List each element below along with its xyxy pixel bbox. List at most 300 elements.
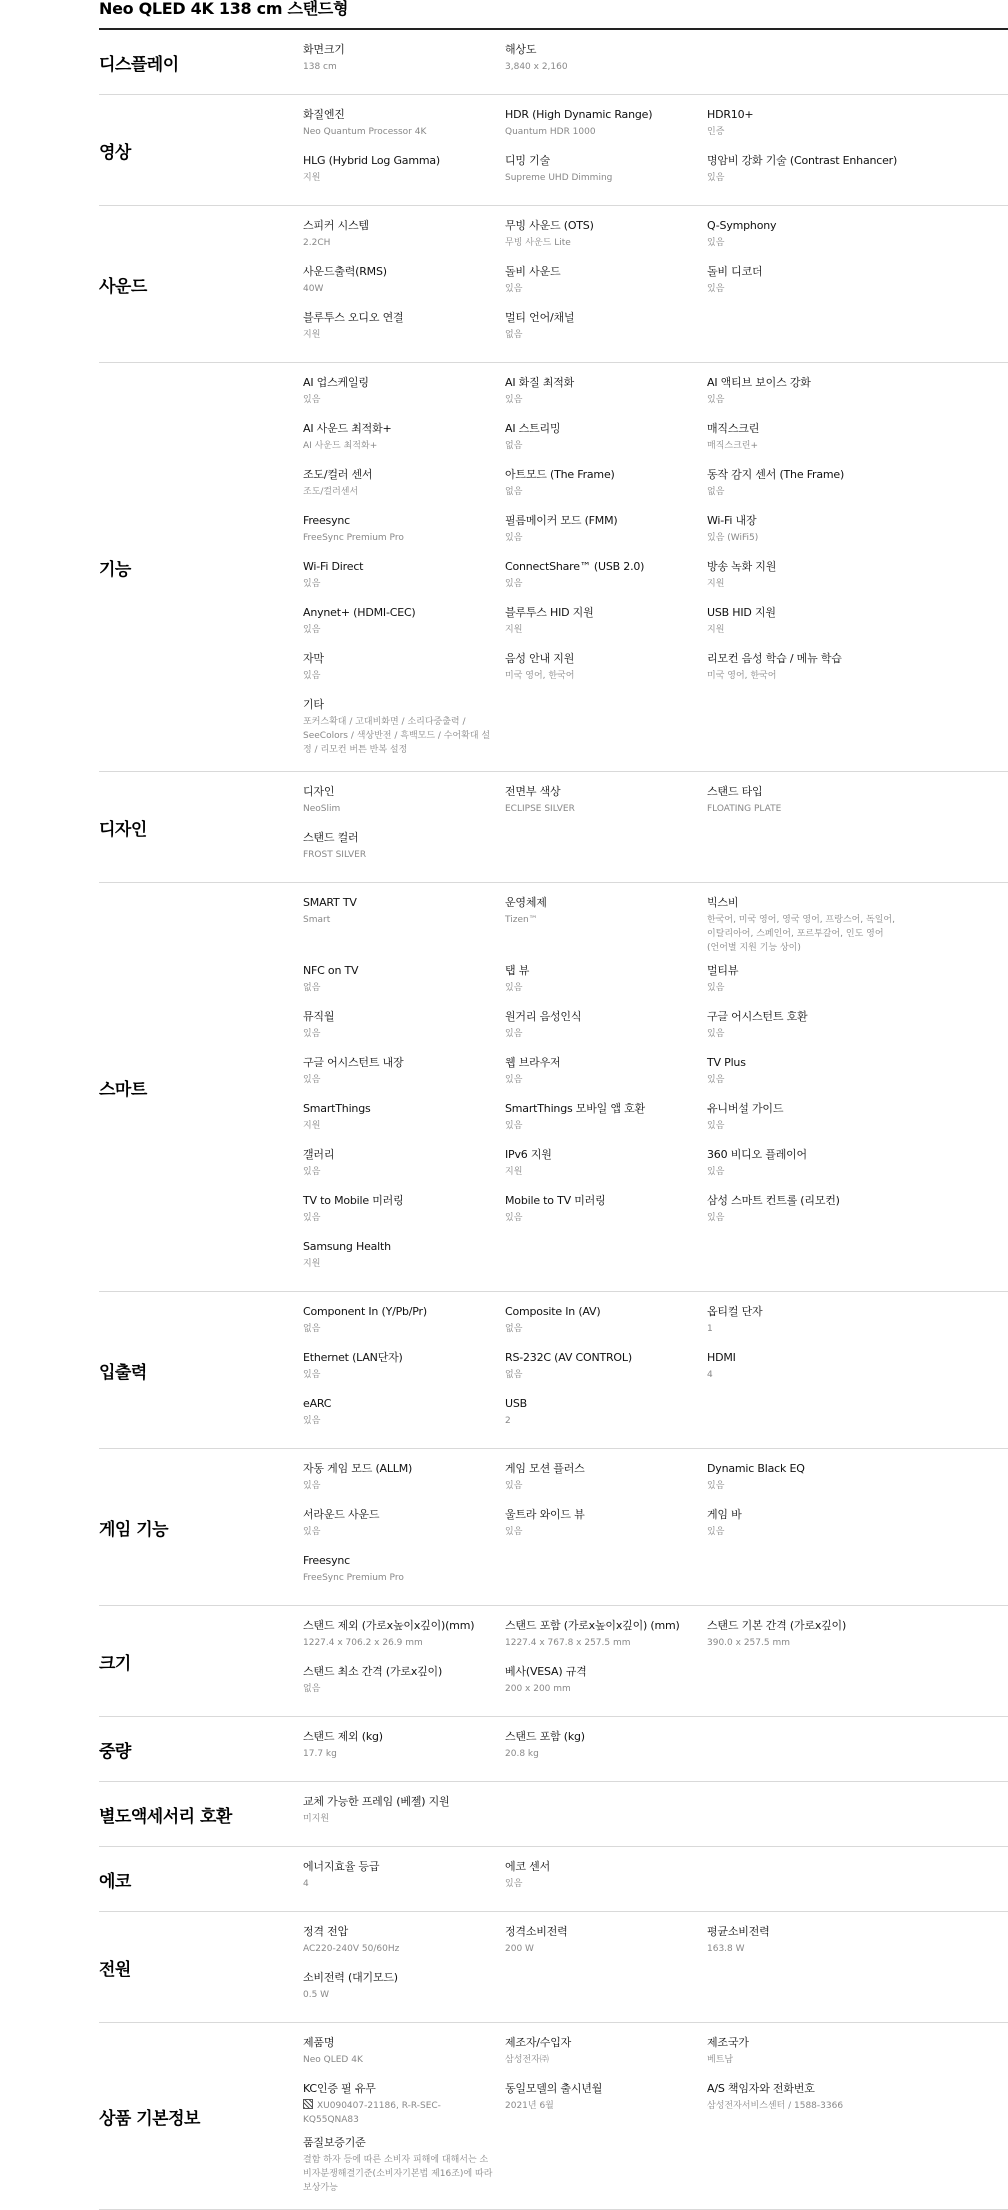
spec-item	[303, 1193, 505, 1239]
spec-item	[303, 1396, 505, 1442]
spec-label: 디밍 기술	[505, 154, 551, 167]
spec-item	[707, 1147, 909, 1193]
spec-value: 무빙 사운드 Lite	[505, 238, 571, 248]
spec-item	[303, 153, 505, 199]
spec-label: 품질보증기준	[303, 2136, 366, 2149]
spec-label: Wi-Fi Direct	[303, 560, 364, 573]
spec-value: 없음	[303, 1684, 321, 1694]
spec-label: NFC on TV	[303, 964, 359, 977]
spec-value: AC220-240V 50/60Hz	[303, 1944, 400, 1954]
spec-sections	[99, 30, 1008, 2210]
spec-item	[303, 1664, 505, 1710]
spec-value: 베트남	[707, 2055, 734, 2065]
spec-value: 미국 영어, 한국어	[707, 671, 777, 681]
spec-value: 있음	[707, 1029, 725, 1039]
section-title: 전원	[99, 1959, 131, 1980]
spec-item	[505, 1147, 707, 1193]
section-title: 상품 기본정보	[99, 2108, 200, 2129]
spec-label: 무빙 사운드 (OTS)	[505, 219, 594, 232]
section-title: 디스플레이	[99, 54, 179, 75]
section-title: 디자인	[99, 819, 147, 840]
spec-item	[303, 1859, 505, 1905]
spec-label: 소비전력 (대기모드)	[303, 1971, 398, 1984]
spec-label: 자막	[303, 652, 324, 665]
spec-value: 있음	[707, 395, 725, 405]
spec-label: 스탠드 타입	[707, 785, 763, 798]
spec-value: 있음	[707, 238, 725, 248]
spec-value: FreeSync Premium Pro	[303, 533, 404, 543]
spec-value: 있음	[707, 173, 725, 183]
section-title: 영상	[99, 142, 131, 163]
spec-label: 돌비 사운드	[505, 265, 561, 278]
spec-value: 삼성전자서비스센터 / 1588-3366	[707, 2101, 844, 2111]
spec-value: Neo Quantum Processor 4K	[303, 127, 427, 137]
spec-item	[303, 1507, 505, 1553]
spec-item	[505, 1859, 707, 1905]
spec-label: 매직스크린	[707, 422, 760, 435]
spec-value: 있음	[303, 625, 321, 635]
spec-label: 스탠드 포함 (kg)	[505, 1730, 585, 1743]
spec-value: 있음	[707, 1527, 725, 1537]
spec-value: 지원	[707, 579, 725, 589]
spec-label: 아트모드 (The Frame)	[505, 468, 615, 481]
spec-label: 옵티컬 단자	[707, 1305, 763, 1318]
spec-label: SmartThings 모바일 앱 호환	[505, 1102, 645, 1115]
spec-label: eARC	[303, 1397, 332, 1410]
spec-value: 2021년 6월	[505, 2101, 554, 2111]
spec-item	[707, 651, 909, 697]
spec-label: 뮤직월	[303, 1010, 335, 1023]
spec-label: 블루투스 오디오 연결	[303, 311, 404, 324]
spec-value: 있음	[303, 671, 321, 681]
spec-value: 있음	[303, 1481, 321, 1491]
spec-label: KC인증 필 유무	[303, 2082, 376, 2095]
spec-label: 에너지효율 등급	[303, 1860, 380, 1873]
spec-value: 있음	[505, 1029, 523, 1039]
spec-item	[303, 107, 505, 153]
spec-value: 20.8 kg	[505, 1749, 539, 1759]
spec-item	[505, 2035, 707, 2081]
spec-label: 운영체제	[505, 896, 547, 909]
spec-label: USB HID 지원	[707, 606, 776, 619]
spec-item	[505, 651, 707, 697]
spec-label: 구글 어시스턴트 내장	[303, 1056, 404, 1069]
spec-value: 있음	[505, 1527, 523, 1537]
spec-item	[303, 467, 505, 513]
spec-value: AI 사운드 최적화+	[303, 441, 378, 451]
spec-value: ECLIPSE SILVER	[505, 804, 575, 814]
section-title: 게임 기능	[99, 1519, 169, 1540]
section-items	[303, 2023, 1008, 2209]
spec-value: 매직스크린+	[707, 441, 759, 451]
spec-value: 1	[707, 1324, 713, 1334]
spec-label: Dynamic Black EQ	[707, 1462, 805, 1475]
spec-value: 있음	[505, 284, 523, 294]
spec-item	[707, 1350, 909, 1396]
spec-item	[303, 1618, 505, 1664]
spec-value: 미지원	[303, 1814, 330, 1824]
spec-item	[707, 1618, 909, 1664]
spec-item	[303, 1304, 505, 1350]
spec-value: 200 x 200 mm	[505, 1684, 571, 1694]
spec-item	[505, 264, 707, 310]
spec-item	[505, 1461, 707, 1507]
spec-label: 베사(VESA) 규격	[505, 1665, 587, 1678]
spec-label: 360 비디오 플레이어	[707, 1148, 807, 1161]
spec-label: IPv6 지원	[505, 1148, 552, 1161]
section-title: 별도액세서리 호환	[99, 1806, 232, 1827]
spec-value: 390.0 x 257.5 mm	[707, 1638, 790, 1648]
spec-value: 있음	[303, 395, 321, 405]
spec-label: 동일모델의 출시년월	[505, 2082, 603, 2095]
spec-item	[505, 1729, 707, 1775]
spec-item	[505, 1618, 707, 1664]
spec-value: 있음	[707, 983, 725, 993]
spec-value: Neo QLED 4K	[303, 2055, 363, 2065]
spec-item	[303, 651, 505, 697]
spec-item	[707, 2035, 909, 2081]
spec-item	[303, 2081, 505, 2135]
spec-label: 돌비 디코더	[707, 265, 763, 278]
section-items	[303, 1292, 1008, 1448]
spec-label: 교체 가능한 프레임 (베젤) 지원	[303, 1795, 450, 1808]
spec-value: 있음	[707, 1213, 725, 1223]
spec-section	[99, 30, 1008, 95]
spec-value: 있음	[303, 1527, 321, 1537]
page-title: Neo QLED 4K 138 cm 스탠드형	[99, 0, 1008, 30]
spec-item	[303, 1461, 505, 1507]
spec-label: AI 액티브 보이스 강화	[707, 376, 811, 389]
spec-label: HDR (High Dynamic Range)	[505, 108, 653, 121]
spec-value: 없음	[707, 487, 725, 497]
spec-item	[505, 784, 707, 830]
spec-value: 지원	[303, 1121, 321, 1131]
spec-section	[99, 1606, 1008, 1717]
spec-label: Wi-Fi 내장	[707, 514, 757, 527]
spec-item	[505, 1924, 707, 1970]
spec-label: SmartThings	[303, 1102, 371, 1115]
spec-label: HLG (Hybrid Log Gamma)	[303, 154, 441, 167]
section-title: 기능	[99, 559, 131, 580]
spec-item	[707, 895, 909, 963]
section-items	[303, 95, 1008, 205]
spec-item	[303, 264, 505, 310]
spec-value: 없음	[505, 441, 523, 451]
spec-item	[707, 784, 909, 830]
spec-item	[505, 1304, 707, 1350]
spec-label: 제조자/수입자	[505, 2036, 572, 2049]
spec-value: 있음	[505, 983, 523, 993]
spec-label: 삼성 스마트 컨트롤 (리모컨)	[707, 1194, 840, 1207]
spec-label: 게임 모션 플러스	[505, 1462, 585, 1475]
spec-label: 화질엔진	[303, 108, 345, 121]
spec-value: FROST SILVER	[303, 850, 367, 860]
spec-label: 스탠드 컬러	[303, 831, 359, 844]
spec-value	[303, 2099, 505, 2127]
spec-value: Smart	[303, 915, 331, 925]
spec-section	[99, 883, 1008, 1292]
spec-value: 있음	[505, 1481, 523, 1491]
spec-item	[505, 375, 707, 421]
spec-value: 0.5 W	[303, 1990, 330, 2000]
spec-label: 음성 안내 지원	[505, 652, 575, 665]
spec-label: Samsung Health	[303, 1240, 391, 1253]
spec-item	[505, 963, 707, 1009]
spec-item	[707, 1101, 909, 1147]
spec-item	[303, 1055, 505, 1101]
spec-value: 미국 영어, 한국어	[505, 671, 575, 681]
spec-value: 있음	[505, 395, 523, 405]
spec-item	[303, 375, 505, 421]
spec-value: 있음	[707, 1075, 725, 1085]
spec-value: 있음	[707, 1167, 725, 1177]
spec-item	[707, 467, 909, 513]
spec-item	[303, 1553, 505, 1599]
kc-mark-icon	[303, 2099, 313, 2109]
spec-label: Freesync	[303, 1554, 351, 1567]
spec-value: 있음	[707, 284, 725, 294]
spec-value: 있음	[303, 1075, 321, 1085]
spec-page	[99, 0, 1008, 2210]
spec-section	[99, 1292, 1008, 1449]
spec-value: 포커스확대 / 고대비화면 / 소리다중출력 / SeeColors / 색상반전 / 흑백모드 / 수어확대 설정 / 리모컨 버튼 반복 설정	[303, 717, 491, 755]
spec-section	[99, 772, 1008, 883]
spec-item	[303, 559, 505, 605]
spec-label: Freesync	[303, 514, 351, 527]
spec-value: 40W	[303, 284, 324, 294]
spec-label: 원거리 음성인식	[505, 1010, 582, 1023]
spec-item	[303, 830, 505, 876]
spec-label: 제품명	[303, 2036, 335, 2049]
spec-label: 디자인	[303, 785, 335, 798]
section-title: 입출력	[99, 1362, 147, 1383]
spec-item	[303, 784, 505, 830]
spec-item	[707, 1193, 909, 1239]
spec-label: Q-Symphony	[707, 219, 777, 232]
spec-label: 탭 뷰	[505, 964, 530, 977]
spec-label: 게임 바	[707, 1508, 742, 1521]
spec-label: A/S 책임자와 전화번호	[707, 2082, 815, 2095]
spec-label: AI 스트리밍	[505, 422, 561, 435]
spec-item	[505, 1009, 707, 1055]
spec-value: 1227.4 x 706.2 x 26.9 mm	[303, 1638, 423, 1648]
spec-label: 해상도	[505, 43, 537, 56]
spec-item	[707, 513, 909, 559]
spec-item	[505, 1350, 707, 1396]
spec-label: 멀티 언어/채널	[505, 311, 575, 324]
spec-item	[505, 218, 707, 264]
section-items	[303, 1717, 1008, 1781]
spec-item	[505, 42, 707, 88]
spec-item	[505, 107, 707, 153]
spec-section	[99, 2023, 1008, 2210]
spec-item	[303, 421, 505, 467]
spec-value: 17.7 kg	[303, 1749, 337, 1759]
spec-value: 없음	[303, 983, 321, 993]
spec-value: 지원	[505, 1167, 523, 1177]
spec-label: TV to Mobile 미러링	[303, 1194, 404, 1207]
section-items	[303, 1449, 1008, 1605]
spec-item	[505, 559, 707, 605]
spec-item	[303, 1239, 505, 1285]
spec-label: 스탠드 포함 (가로x높이x깊이) (mm)	[505, 1619, 680, 1632]
spec-item	[303, 1794, 505, 1840]
spec-value: 있음	[505, 533, 523, 543]
spec-value: NeoSlim	[303, 804, 341, 814]
spec-label: ConnectShare™ (USB 2.0)	[505, 560, 645, 573]
spec-item	[303, 218, 505, 264]
spec-label: Anynet+ (HDMI-CEC)	[303, 606, 416, 619]
spec-label: 방송 녹화 지원	[707, 560, 777, 573]
spec-value: 결함 하자 등에 따른 소비자 피해에 대해서는 소비자분쟁해결기준(소비자기본법 제16조)에 따라 보상가능	[303, 2155, 493, 2193]
spec-label: 스탠드 최소 간격 (가로x깊이)	[303, 1665, 443, 1678]
spec-label: 사운드출력(RMS)	[303, 265, 387, 278]
spec-value: Quantum HDR 1000	[505, 127, 596, 137]
spec-label: 자동 게임 모드 (ALLM)	[303, 1462, 413, 1475]
spec-value: 1227.4 x 767.8 x 257.5 mm	[505, 1638, 631, 1648]
spec-item	[707, 1304, 909, 1350]
spec-item	[707, 605, 909, 651]
spec-label: 동작 감지 센서 (The Frame)	[707, 468, 845, 481]
spec-label: SMART TV	[303, 896, 357, 909]
spec-label: 제조국가	[707, 2036, 749, 2049]
spec-label: 전면부 색상	[505, 785, 561, 798]
spec-item	[505, 1507, 707, 1553]
section-items	[303, 1606, 1008, 1716]
spec-value: 없음	[303, 1324, 321, 1334]
spec-label: USB	[505, 1397, 527, 1410]
spec-item	[505, 153, 707, 199]
spec-item	[505, 467, 707, 513]
spec-label: HDR10+	[707, 108, 754, 121]
section-items	[303, 883, 1008, 1291]
spec-label: 필름메이커 모드 (FMM)	[505, 514, 618, 527]
section-title: 중량	[99, 1741, 131, 1762]
spec-item	[707, 1009, 909, 1055]
spec-value: 2	[505, 1416, 511, 1426]
spec-item	[707, 1507, 909, 1553]
spec-item	[303, 697, 505, 765]
spec-value: 4	[707, 1370, 713, 1380]
spec-label: AI 업스케일링	[303, 376, 369, 389]
spec-item	[707, 153, 909, 199]
spec-item	[303, 1970, 505, 2016]
spec-item	[505, 1193, 707, 1239]
section-items	[303, 206, 1008, 362]
spec-item	[707, 963, 909, 1009]
spec-value: 있음	[505, 1213, 523, 1223]
spec-value: 인증	[707, 127, 725, 137]
spec-label: 구글 어시스턴트 호환	[707, 1010, 808, 1023]
spec-label: HDMI	[707, 1351, 736, 1364]
spec-value: 있음	[505, 1121, 523, 1131]
spec-section	[99, 1782, 1008, 1847]
section-items	[303, 363, 1008, 771]
spec-value: 지원	[303, 330, 321, 340]
spec-item	[303, 1350, 505, 1396]
spec-value: Supreme UHD Dimming	[505, 173, 613, 183]
spec-value: 있음	[505, 1075, 523, 1085]
spec-item	[707, 1055, 909, 1101]
spec-value: 138 cm	[303, 62, 337, 72]
section-title: 사운드	[99, 276, 147, 297]
spec-value: 2.2CH	[303, 238, 331, 248]
spec-value: 있음	[707, 1481, 725, 1491]
spec-label: AI 사운드 최적화+	[303, 422, 392, 435]
spec-value: FLOATING PLATE	[707, 804, 782, 814]
spec-value: 없음	[505, 1370, 523, 1380]
section-items	[303, 1912, 1008, 2022]
spec-section	[99, 1847, 1008, 1912]
spec-label: 정격 전압	[303, 1925, 349, 1938]
spec-section	[99, 363, 1008, 772]
spec-item	[303, 895, 505, 963]
spec-item	[505, 1055, 707, 1101]
spec-item	[303, 1101, 505, 1147]
section-title: 에코	[99, 1871, 131, 1892]
section-title: 크기	[99, 1653, 131, 1674]
spec-value: 있음 (WiFi5)	[707, 533, 759, 543]
spec-value-text: XU090407-21186, R-R-SEC-KQ55QNA83	[303, 2101, 441, 2125]
spec-label: 빅스비	[707, 896, 739, 909]
spec-label: 화면크기	[303, 43, 345, 56]
spec-item	[707, 1924, 909, 1970]
spec-item	[505, 1396, 707, 1442]
spec-value: 있음	[303, 1167, 321, 1177]
section-items	[303, 30, 1008, 94]
spec-value: 없음	[505, 330, 523, 340]
spec-item	[707, 264, 909, 310]
section-items	[303, 1782, 1008, 1846]
spec-value: FreeSync Premium Pro	[303, 1573, 404, 1583]
spec-label: 에코 센서	[505, 1860, 551, 1873]
spec-value: 지원	[303, 173, 321, 183]
spec-item	[303, 1924, 505, 1970]
spec-item	[707, 2081, 909, 2135]
spec-label: 유니버설 가이드	[707, 1102, 784, 1115]
spec-value: Tizen™	[505, 915, 538, 925]
spec-section	[99, 1449, 1008, 1606]
spec-label: 기타	[303, 698, 324, 711]
spec-item	[303, 2035, 505, 2081]
spec-value: 지원	[505, 625, 523, 635]
spec-item	[505, 513, 707, 559]
spec-value: 없음	[505, 1324, 523, 1334]
spec-label: 갤러리	[303, 1148, 335, 1161]
spec-label: 리모컨 음성 학습 / 메뉴 학습	[707, 652, 842, 665]
spec-item	[505, 605, 707, 651]
spec-section	[99, 206, 1008, 363]
section-items	[303, 772, 1008, 882]
spec-item	[707, 375, 909, 421]
spec-value: 삼성전자㈜	[505, 2055, 549, 2065]
spec-value: 지원	[303, 1259, 321, 1269]
spec-item	[505, 421, 707, 467]
spec-value: 있음	[303, 1213, 321, 1223]
spec-section	[99, 95, 1008, 206]
spec-item	[303, 963, 505, 1009]
spec-label: Composite In (AV)	[505, 1305, 601, 1318]
spec-item	[505, 1101, 707, 1147]
spec-label: RS-232C (AV CONTROL)	[505, 1351, 632, 1364]
spec-label: Component In (Y/Pb/Pr)	[303, 1305, 427, 1318]
spec-label: 블루투스 HID 지원	[505, 606, 594, 619]
spec-value: 있음	[303, 1029, 321, 1039]
spec-item	[707, 421, 909, 467]
spec-label: AI 화질 최적화	[505, 376, 575, 389]
spec-item	[303, 605, 505, 651]
spec-item	[303, 513, 505, 559]
